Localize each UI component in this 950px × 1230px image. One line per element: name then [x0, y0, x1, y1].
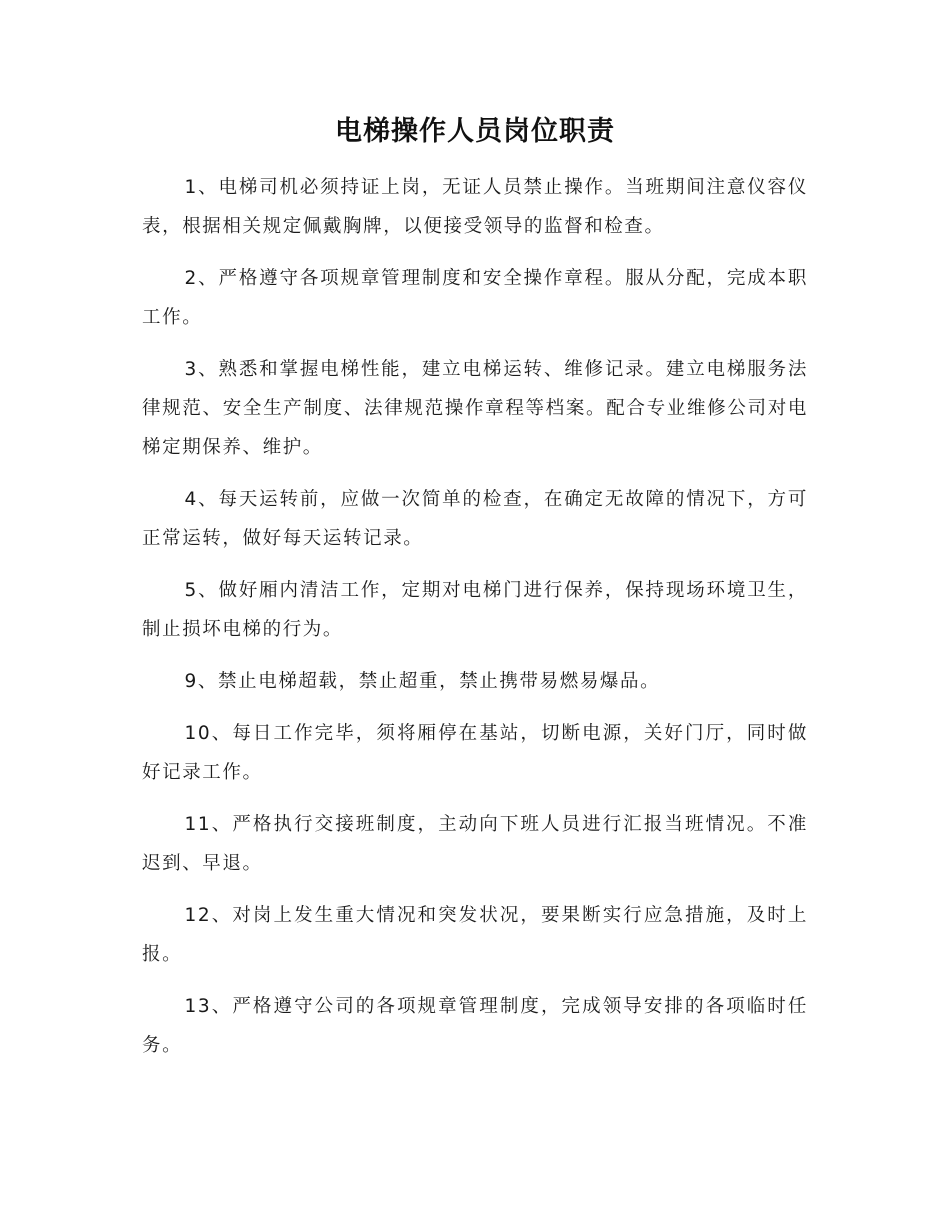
- duty-paragraph-5: 5、做好厢内清洁工作，定期对电梯门进行保养，保持现场环境卫生，制止损坏电梯的行为。: [142, 580, 808, 640]
- duty-paragraph-10: 10、每日工作完毕，须将厢停在基站，切断电源，关好门厅，同时做好记录工作。: [142, 723, 808, 783]
- document-title: 电梯操作人员岗位职责: [335, 116, 615, 147]
- duty-paragraph-12: 12、对岗上发生重大情况和突发状况，要果断实行应急措施，及时上报。: [142, 905, 808, 965]
- duty-paragraph-13: 13、严格遵守公司的各项规章管理制度，完成领导安排的各项临时任务。: [142, 996, 808, 1056]
- duty-paragraph-9: 9、禁止电梯超载，禁止超重，禁止携带易燃易爆品。: [184, 671, 661, 692]
- duty-paragraph-11: 11、严格执行交接班制度，主动向下班人员进行汇报当班情况。不准迟到、早退。: [142, 814, 808, 874]
- duty-paragraph-3: 3、熟悉和掌握电梯性能，建立电梯运转、维修记录。建立电梯服务法律规范、安全生产制度、法律规范操作章程等档案。配合专业维修公司对电梯定期保养、维护。: [142, 359, 808, 458]
- duty-paragraph-4: 4、每天运转前，应做一次简单的检查，在确定无故障的情况下，方可正常运转，做好每天运转记录。: [142, 489, 808, 549]
- duty-paragraph-2: 2、严格遵守各项规章管理制度和安全操作章程。服从分配，完成本职工作。: [142, 268, 808, 328]
- document-body: [142, 168, 808, 1078]
- duty-paragraph-1: 1、电梯司机必须持证上岗，无证人员禁止操作。当班期间注意仪容仪表，根据相关规定佩戴胸牌，以便接受领导的监督和检查。: [142, 177, 808, 237]
